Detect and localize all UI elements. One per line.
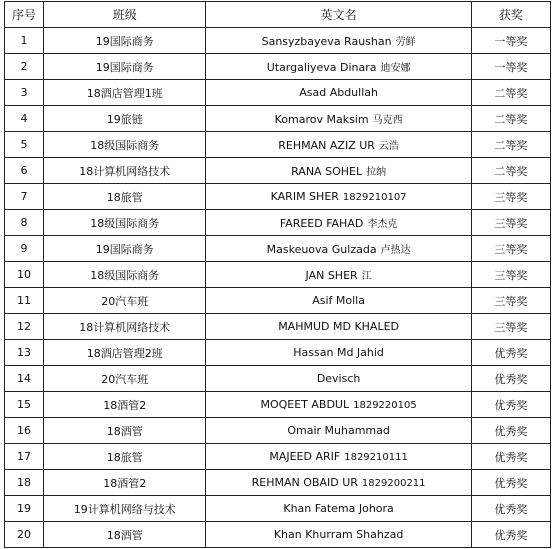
row-award: 优秀奖 <box>471 470 550 496</box>
row-award: 三等奖 <box>471 288 550 314</box>
row-class: 18级国际商务 <box>44 262 206 288</box>
row-english-name: MAHMUD MD KHALED <box>278 320 399 333</box>
table-row <box>5 236 551 262</box>
row-index: 6 <box>5 158 44 184</box>
row-award: 优秀奖 <box>471 444 550 470</box>
row-class: 18酒店管理1班 <box>44 80 206 106</box>
table-row <box>5 522 551 548</box>
row-english-name: Khan Fatema Johora <box>283 502 394 515</box>
row-english-name-cell <box>206 288 471 314</box>
row-english-name-cell <box>206 28 471 54</box>
row-class: 18酒管2 <box>44 470 206 496</box>
row-class: 18旅管 <box>44 444 206 470</box>
row-english-name: REHMAN OBAID UR <box>251 476 358 489</box>
row-english-name-cell <box>206 470 471 496</box>
row-index: 18 <box>5 470 44 496</box>
header-row <box>5 2 551 28</box>
row-english-name: RANA SOHEL <box>291 165 363 178</box>
row-english-name: REHMAN AZIZ UR <box>278 139 375 152</box>
row-class: 18酒店管理2班 <box>44 340 206 366</box>
row-extra-note: 拉纳 <box>366 167 387 178</box>
row-english-name-cell <box>206 80 471 106</box>
row-english-name: FAREED FAHAD <box>279 217 364 230</box>
row-award: 优秀奖 <box>471 418 550 444</box>
row-english-name-cell <box>206 496 471 522</box>
row-extra-note: 1829210111 <box>344 452 408 463</box>
row-english-name-cell <box>206 444 471 470</box>
table-row <box>5 28 551 54</box>
table-row <box>5 418 551 444</box>
table-row <box>5 288 551 314</box>
row-class: 18级国际商务 <box>44 132 206 158</box>
row-award: 一等奖 <box>471 28 550 54</box>
row-extra-note: 卢热达 <box>380 245 411 256</box>
row-award: 优秀奖 <box>471 392 550 418</box>
row-english-name: Sansyzbayeva Raushan <box>261 35 392 48</box>
row-extra-note: 迪安娜 <box>380 63 411 74</box>
table-row <box>5 444 551 470</box>
row-english-name: Utargaliyeva Dinara <box>266 61 377 74</box>
table-row <box>5 158 551 184</box>
row-extra-note: 1829210107 <box>342 192 407 203</box>
row-class: 18计算机网络技术 <box>44 314 206 340</box>
row-index: 15 <box>5 392 44 418</box>
row-english-name-cell <box>206 132 471 158</box>
row-award: 一等奖 <box>471 54 550 80</box>
table-row <box>5 314 551 340</box>
row-english-name-cell <box>206 340 471 366</box>
row-award: 三等奖 <box>471 184 550 210</box>
row-index: 20 <box>5 522 44 548</box>
header-award: 获奖 <box>471 2 550 28</box>
table-row <box>5 366 551 392</box>
row-english-name: Devisch <box>316 372 361 385</box>
row-extra-note: 李杰克 <box>367 219 398 230</box>
row-english-name-cell <box>206 262 471 288</box>
row-award: 二等奖 <box>471 106 550 132</box>
row-index: 17 <box>5 444 44 470</box>
row-index: 3 <box>5 80 44 106</box>
row-award: 二等奖 <box>471 132 550 158</box>
row-class: 18旅管 <box>44 184 206 210</box>
table-row <box>5 80 551 106</box>
row-extra-note: 江 <box>361 271 372 282</box>
row-award: 二等奖 <box>471 158 550 184</box>
row-class: 18酒管 <box>44 522 206 548</box>
row-english-name: Omair Muhammad <box>287 424 390 437</box>
row-index: 12 <box>5 314 44 340</box>
row-award: 优秀奖 <box>471 496 550 522</box>
row-class: 18酒管2 <box>44 392 206 418</box>
row-class: 19旅链 <box>44 106 206 132</box>
row-english-name-cell <box>206 236 471 262</box>
table-row <box>5 132 551 158</box>
row-english-name: MOQEET ABDUL <box>260 398 350 411</box>
row-english-name: Komarov Maksim <box>274 113 369 126</box>
header-english-name: 英文名 <box>206 2 471 28</box>
row-english-name: KARIM SHER <box>270 190 339 203</box>
row-english-name-cell <box>206 106 471 132</box>
row-english-name-cell <box>206 210 471 236</box>
row-class: 18酒管 <box>44 418 206 444</box>
table-row <box>5 340 551 366</box>
row-class: 20汽车班 <box>44 366 206 392</box>
row-index: 9 <box>5 236 44 262</box>
row-index: 19 <box>5 496 44 522</box>
row-class: 18计算机网络技术 <box>44 158 206 184</box>
row-english-name-cell <box>206 366 471 392</box>
table-row <box>5 210 551 236</box>
table-row <box>5 470 551 496</box>
row-index: 2 <box>5 54 44 80</box>
awards-table <box>4 1 551 548</box>
row-index: 7 <box>5 184 44 210</box>
row-index: 5 <box>5 132 44 158</box>
row-award: 三等奖 <box>471 236 550 262</box>
row-english-name-cell <box>206 158 471 184</box>
awards-sheet <box>0 1 552 549</box>
row-extra-note: 云浩 <box>378 141 399 152</box>
row-award: 优秀奖 <box>471 366 550 392</box>
row-extra-note: 1829200211 <box>361 478 426 489</box>
row-english-name-cell <box>206 54 471 80</box>
row-index: 16 <box>5 418 44 444</box>
row-class: 19国际商务 <box>44 54 206 80</box>
row-award: 三等奖 <box>471 262 550 288</box>
row-extra-note: 劳鲜 <box>395 37 416 48</box>
row-extra-note: 1829220105 <box>353 400 417 411</box>
row-index: 10 <box>5 262 44 288</box>
table-row <box>5 262 551 288</box>
row-index: 11 <box>5 288 44 314</box>
row-index: 14 <box>5 366 44 392</box>
row-index: 8 <box>5 210 44 236</box>
row-award: 三等奖 <box>471 314 550 340</box>
table-row <box>5 392 551 418</box>
table-row <box>5 496 551 522</box>
row-english-name: Maskeuova Gulzada <box>266 243 377 256</box>
header-class: 班级 <box>44 2 206 28</box>
row-index: 4 <box>5 106 44 132</box>
row-english-name: Khan Khurram Shahzad <box>273 528 404 541</box>
row-award: 二等奖 <box>471 80 550 106</box>
table-row <box>5 184 551 210</box>
row-english-name: Asad Abdullah <box>299 86 378 99</box>
row-index: 13 <box>5 340 44 366</box>
row-class: 19国际商务 <box>44 236 206 262</box>
row-award: 三等奖 <box>471 210 550 236</box>
row-english-name-cell <box>206 418 471 444</box>
table-body <box>5 28 551 548</box>
row-english-name: Asif Molla <box>312 294 365 307</box>
row-class: 19国际商务 <box>44 28 206 54</box>
row-english-name-cell <box>206 392 471 418</box>
row-class: 18级国际商务 <box>44 210 206 236</box>
table-row <box>5 54 551 80</box>
row-index: 1 <box>5 28 44 54</box>
table-row <box>5 106 551 132</box>
row-extra-note: 马克西 <box>372 115 403 126</box>
row-english-name-cell <box>206 522 471 548</box>
row-award: 优秀奖 <box>471 340 550 366</box>
row-english-name: JAN SHER <box>305 269 358 282</box>
row-english-name: MAJEED ARIF <box>269 450 341 463</box>
row-class: 19计算机网络与技术 <box>44 496 206 522</box>
row-award: 优秀奖 <box>471 522 550 548</box>
row-class: 20汽车班 <box>44 288 206 314</box>
row-english-name: Hassan Md Jahid <box>293 346 384 359</box>
row-english-name-cell <box>206 184 471 210</box>
row-english-name-cell <box>206 314 471 340</box>
header-index: 序号 <box>5 2 44 28</box>
